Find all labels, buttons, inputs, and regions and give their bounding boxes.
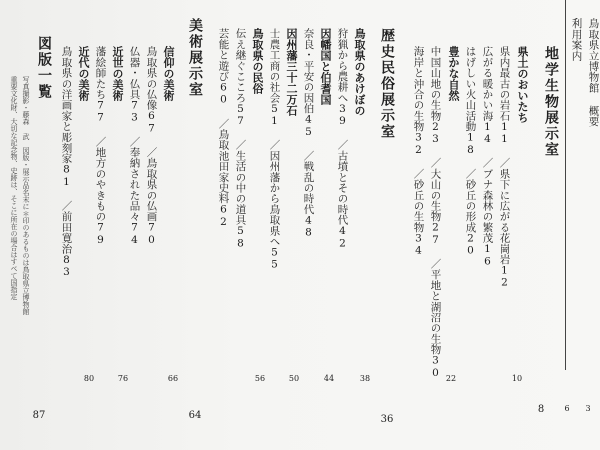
- page-number: 76: [117, 374, 129, 383]
- toc-line: はげしい火山活動18 ／砂丘の形成20: [464, 46, 477, 257]
- subheading-inshu-domain: 因州藩三十二万石: [285, 28, 298, 116]
- toc-line: 奈良・平安の因伯45 ／戦乱の時代48: [302, 28, 315, 239]
- subheading-folklore: 鳥取県の民俗: [251, 28, 264, 94]
- toc-line: 鳥取県の洋画家と彫刻家81 ／前田寛治83: [60, 46, 73, 279]
- page-number: 50: [288, 374, 300, 383]
- page-number: 87: [32, 410, 46, 421]
- page-number: 10: [511, 374, 523, 383]
- subheading-early-modern-art: 近世の美術: [111, 46, 124, 101]
- guide-title: 利用案内: [570, 18, 583, 61]
- page-number: 6: [564, 404, 570, 413]
- museum-overview-title: 鳥取県立博物館 概要: [587, 18, 600, 127]
- toc-line: 中国山地の生物23 ／大山の生物27 ／平地と湖沼の生物30: [429, 46, 442, 379]
- subheading-modern-art: 近代の美術: [77, 46, 90, 101]
- toc-line: 狩猟から農耕へ39 ／古墳とその時代42: [336, 28, 349, 250]
- page-number: 44: [323, 374, 335, 383]
- section-heading-history: 歴史民俗展示室: [379, 28, 395, 140]
- page-number: 66: [167, 374, 179, 383]
- toc-line: 士農工商の社会51 ／因州藩から鳥取県へ55: [268, 28, 281, 271]
- cultural-property-note: 重要文化財、大切な記念物、史跡は、そこに所在の場合はすべて国指定: [10, 76, 18, 300]
- subheading-inaba-hoki: 因幡国と伯耆国: [319, 28, 332, 105]
- toc-line: 仏器・仏具73 ／奉納された品々74: [128, 46, 141, 247]
- toc-line: 芸能と遊び60 ／鳥取池田家史料62: [217, 28, 230, 229]
- toc-line: 伝え継ぐこころ57 ／生活の中の道具58: [234, 28, 247, 250]
- subheading-dawn: 鳥取県のあけぼの: [353, 28, 366, 116]
- toc-line: 鳥取県の仏像67 ／鳥取県の仏画70: [145, 46, 158, 247]
- photo-credit-note: 写真撮影・藤森 武 図版・展示品名末に＊印のあるものは鳥取県立博物館: [22, 76, 30, 315]
- page-number: 22: [445, 374, 457, 383]
- page-number: 80: [83, 374, 95, 383]
- page-number: 64: [188, 410, 202, 421]
- subheading-religious-art: 信仰の美術: [162, 46, 175, 101]
- section-heading-catalog: 図版一覧: [36, 36, 52, 100]
- toc-line: 藩絵師たち77 ／地方のやきもの79: [94, 46, 107, 247]
- toc-line: 広がる暖かい海14 ／ブナ森林の繁茂16: [481, 46, 494, 268]
- divider-line: [565, 0, 566, 370]
- page-number: 3: [585, 404, 591, 413]
- page-number: 56: [254, 374, 266, 383]
- toc-line: 海岸と沖合の生物32 ／砂丘の生物34: [412, 46, 425, 257]
- subheading-rich-nature: 豊かな自然: [447, 46, 460, 101]
- page-number: 38: [359, 374, 371, 383]
- section-heading-earth: 地学生物展示室: [543, 46, 559, 158]
- toc-line: 県内最古の岩石11 ／県下に広がる花崗岩12: [498, 46, 511, 289]
- subheading-prefecture-origins: 県土のおいたち: [516, 46, 529, 123]
- section-heading-art: 美術展示室: [187, 18, 203, 98]
- page-number: 8: [537, 404, 545, 415]
- page-number: 36: [380, 414, 394, 425]
